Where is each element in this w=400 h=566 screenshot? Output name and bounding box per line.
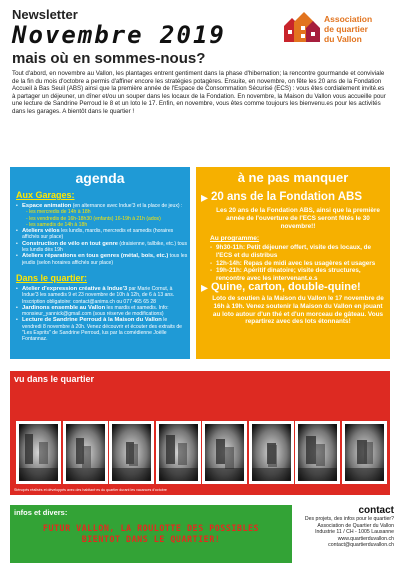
pinhole-photo bbox=[249, 421, 294, 484]
houses-logo-icon bbox=[282, 8, 322, 44]
infos-announcement bbox=[10, 523, 292, 545]
ne-pas-manquer-panel bbox=[196, 167, 390, 359]
photos-caption: Sténopés réalisés et développés avec des habitant·es du quartier durant les vacances d'octobre bbox=[14, 488, 167, 492]
bullet-icon: ▸ bbox=[201, 189, 209, 205]
logo-line-2: de quartier bbox=[324, 24, 368, 34]
agenda-item: • Ateliers réparations en tous genres (métal, bois, etc.) tous les jeudis (selon horaires affichés sur place) bbox=[16, 253, 188, 266]
quartier-heading: Dans le quartier: bbox=[16, 273, 88, 283]
photo-image bbox=[345, 424, 384, 481]
infos-line-2: BIENTOT DANS LE QUARTIER! bbox=[81, 534, 221, 544]
contact-email-link[interactable]: contact@quartierduvallon.ch bbox=[328, 542, 394, 548]
logo-line-3: du Vallon bbox=[324, 34, 362, 44]
agenda-panel bbox=[10, 167, 190, 359]
pinhole-photo bbox=[109, 421, 154, 484]
infos-title: infos et divers: bbox=[14, 508, 68, 517]
abs-anniversary-title: 20 ans de la Fondation ABS bbox=[211, 191, 363, 203]
agenda-item-title: Jardinons ensemble au Vallon bbox=[22, 304, 106, 311]
photo-image bbox=[298, 424, 337, 481]
abs-anniversary-body: Les 20 ans de la Fondation ABS, ainsi que la première année de l'ouverture de l'ECS seront fêtés le 30 novembre!! bbox=[216, 207, 380, 230]
agenda-item: • Ateliers vélos les lundis, mardis, mercredis et samedis (horaires affichés sur place) bbox=[16, 228, 188, 241]
programme-item: - 19h-21h: Apéritif dinatoire; visite des structures, rencontre avec les intervenant.e.s bbox=[210, 267, 388, 283]
photo-image bbox=[205, 424, 244, 481]
agenda-item: • Espace animation (en alternance avec Indue'3 et la place de jeux) : - les mercredis de 14h à 18h - les vendredis de 16h-18h30 (enfants) 16-19h à 21h (ados) - les samedis de 14h à 18h bbox=[16, 203, 188, 228]
contact-association: Association de Quartier du Vallon bbox=[317, 522, 394, 529]
programme-list bbox=[210, 244, 388, 283]
ne-pas-manquer-title: à ne pas manquer bbox=[237, 170, 349, 185]
pinhole-photo bbox=[16, 421, 61, 484]
photo-image bbox=[112, 424, 151, 481]
agenda-title: agenda bbox=[75, 170, 125, 186]
pinhole-photo bbox=[342, 421, 387, 484]
photo-image bbox=[159, 424, 198, 481]
intro-paragraph: Tout d'abord, en novembre au Vallon, les plantages entrent gentiment dans la phase d'hibernation; la rencontre gourmande et conviviale de la fin du mois d'octobre a permis d'affiner encore les stratégies potagères. Ensuite, en novembre, on fête les 20 ans de la Fondation Accueil à Bas Seuil (ABS) ainsi que la première année de l'Espace de Consommation Sécurisé (ECS) : vous êtes cordialement invité.es à partager un déjeuner, un dîner et/ou un souper dans les locaux de la Fondation. En novembre, la Maison du Vallon vous accueille pour une lecture de Sandrine Perroud le 8 et un loto le 17. Enfin, en novembre, vous êtes comme toujours les bienvenu.es pour les activités dans les garages. A bientôt dans le quartier ! bbox=[12, 70, 386, 115]
pinhole-photo bbox=[202, 421, 247, 484]
contact-website-link[interactable]: www.quartierduvallon.ch bbox=[337, 535, 394, 542]
association-logo bbox=[282, 6, 394, 60]
contact-address: Industrie 11 / CH - 1005 Lausanne bbox=[315, 529, 394, 535]
photo-image bbox=[19, 424, 58, 481]
photos-band bbox=[10, 371, 390, 495]
agenda-item: • Lecture de Sandrine Perroud à la Maison du Vallon le vendredi 8 novembre à 20h. Venez découvrir et écouter des extraits de "Les Esprits" de Sandrine Perroud, lus par la comédienne Joëlle Fontannaz. bbox=[16, 317, 188, 342]
programme-item: - 9h30-11h: Petit déjeuner offert, visite des locaux, de l'ECS et du distribus bbox=[210, 244, 388, 260]
programme-heading: Au programme: bbox=[210, 235, 260, 242]
programme-item: - 12h-14h: Repas de midi avec les usagères et usagers bbox=[210, 260, 388, 268]
agenda-item-title: Ateliers vélos bbox=[22, 228, 60, 235]
agenda-schedule-line: - les samedis de 14h à 18h bbox=[26, 221, 88, 228]
pinhole-photo bbox=[156, 421, 201, 484]
agenda-item-title: Construction de vélo en tout genre bbox=[22, 240, 118, 247]
loto-body: Loto de soutien à la Maison du Vallon le 17 novembre de 16h à 19h. Venez soutenir la Maison du Vallon en jouant au loto autour d'un thé et d'un morceau de gâteau. Vous repartirez avec des lots étonnants! bbox=[212, 295, 384, 326]
quartier-list bbox=[16, 286, 188, 343]
garages-heading: Aux Garages: bbox=[16, 190, 75, 200]
agenda-item-title: Espace animation bbox=[22, 203, 72, 209]
contact-block bbox=[298, 505, 394, 549]
agenda-item: • Atelier d'expression créative à Indue'3 par Marie Cornut, à Indue'3 les samedis 9 et 23 novembre de 10h à 12h, de 6 à 13 ans. Inscription obligatoire: contact@anims.ch ou 077 465 65 28 bbox=[16, 286, 188, 305]
agenda-item-title: Atelier d'expression créative à Indue'3 bbox=[22, 286, 128, 292]
newsletter-subtitle: mais où en sommes-nous? bbox=[12, 50, 206, 67]
agenda-item: • Construction de vélo en tout genre (draisienne, tallbike, etc.) tous les lundis dès 19h bbox=[16, 241, 188, 254]
agenda-schedule-line: - les vendredis de 16h-18h30 (enfants) 16-19h à 21h (ados) bbox=[26, 215, 161, 222]
agenda-item: • Jardinons ensemble au Vallon les mardis et samedis. Info: monsieur_yannick@gmail.com (sous réserve de modifications) bbox=[16, 305, 188, 318]
logo-line-1: Association bbox=[324, 14, 373, 24]
photos-title: vu dans le quartier bbox=[14, 374, 95, 384]
pinhole-photo bbox=[295, 421, 340, 484]
contact-line: Des projets, des infos pour le quartier? bbox=[304, 516, 394, 522]
photo-image bbox=[252, 424, 291, 481]
bullet-icon: ▸ bbox=[201, 279, 209, 295]
infos-line-1: FUTUR VALLON, LA ROULOTTE DES POSSIBLES bbox=[42, 523, 260, 533]
newsletter-month-title: Novembre 2019 bbox=[12, 21, 226, 49]
agenda-item-title: Lecture de Sandrine Perroud à la Maison du Vallon bbox=[22, 317, 162, 324]
newsletter-label: Newsletter bbox=[12, 7, 78, 22]
agenda-item-title: Ateliers réparations en tous genres (métal, bois, etc.) bbox=[22, 253, 169, 260]
infos-panel bbox=[10, 505, 292, 563]
garages-list bbox=[16, 203, 188, 266]
pinhole-photo bbox=[63, 421, 108, 484]
photo-image bbox=[66, 424, 105, 481]
loto-title: Quine, carton, double-quine! bbox=[211, 281, 361, 293]
contact-title: contact bbox=[358, 505, 394, 516]
agenda-schedule-line: - les mercredis de 14h à 18h bbox=[26, 209, 91, 216]
